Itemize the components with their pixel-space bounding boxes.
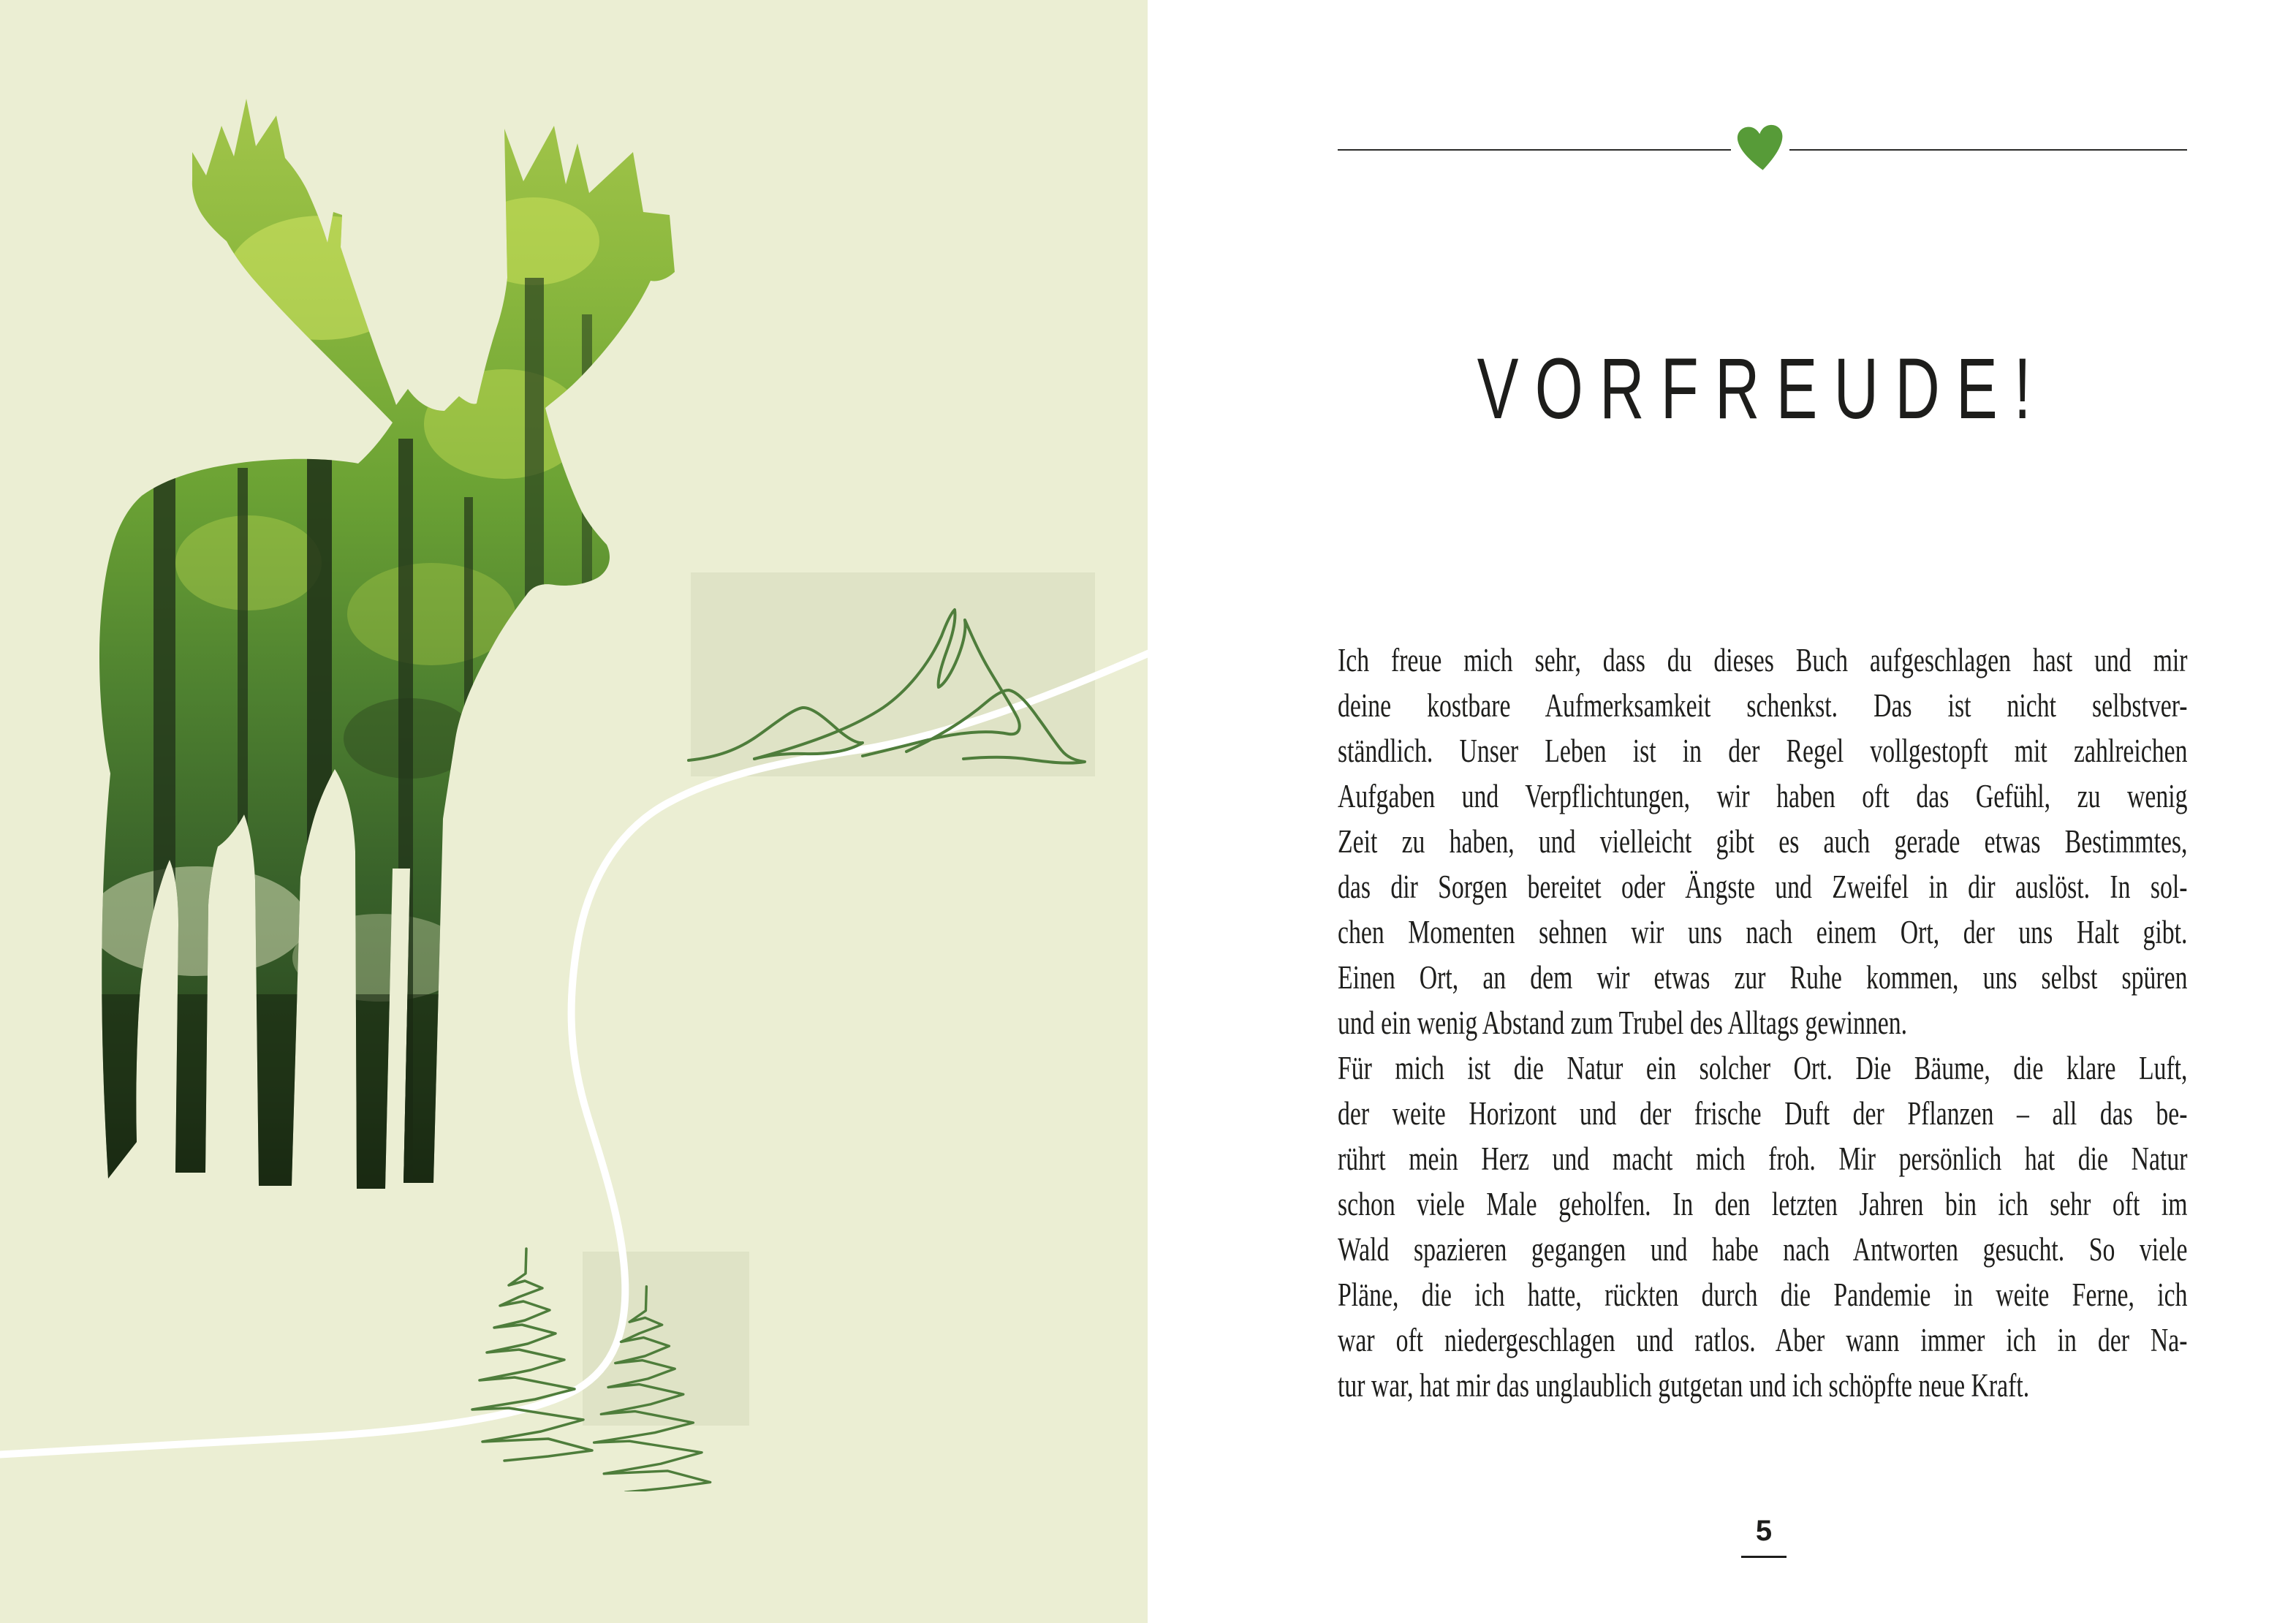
pine-trees-line-art-icon <box>439 1243 753 1491</box>
mountain-line-art-icon <box>687 578 1096 790</box>
deer-forest-silhouette-icon <box>66 58 709 1199</box>
body-line: das dir Sorgen bereitet oder Ängste und Zweifel in dir auslöst. In sol- <box>1338 869 2188 905</box>
body-line: rührt mein Herz und macht mich froh. Mir persönlich hat die Natur <box>1338 1140 2188 1177</box>
chapter-title: VORFREUDE! <box>1477 341 2048 437</box>
body-line: der weite Horizont und der frische Duft der Pflanzen – all das be- <box>1338 1095 2188 1132</box>
body-line: chen Momenten sehnen wir uns nach einem Ort, der uns Halt gibt. <box>1338 914 2188 950</box>
body-line: ständlich. Unser Leben ist in der Regel vollgestopft mit zahlreichen <box>1338 733 2188 769</box>
body-line: Aufgaben und Verpflichtungen, wir haben oft das Gefühl, zu wenig <box>1338 778 2188 814</box>
ornament-rule-right <box>1789 149 2187 151</box>
heart-icon <box>1735 122 1787 175</box>
body-line: Zeit zu haben, und vielleicht gibt es auch gerade etwas Bestimmtes, <box>1338 823 2188 860</box>
body-line: deine kostbare Aufmerksamkeit schenkst. Das ist nicht selbstver- <box>1338 687 2188 724</box>
body-line: Wald spazieren gegangen und habe nach Antworten gesucht. So viele <box>1338 1231 2188 1268</box>
body-text <box>1338 638 2188 1408</box>
ornament-rule-left <box>1338 149 1731 151</box>
page-number-rule <box>1741 1556 1787 1558</box>
body-line: Einen Ort, an dem wir etwas zur Ruhe kommen, uns selbst spüren <box>1338 959 2188 996</box>
body-line: Ich freue mich sehr, dass du dieses Buch aufgeschlagen hast und mir <box>1338 642 2188 678</box>
body-line: Pläne, die ich hatte, rückten durch die Pandemie in weite Ferne, ich <box>1338 1276 2188 1313</box>
body-line: schon viele Male geholfen. In den letzten Jahren bin ich sehr oft im <box>1338 1186 2188 1222</box>
page-number: 5 <box>1755 1515 1773 1547</box>
body-line: und ein wenig Abstand zum Trubel des Alltags gewinnen. <box>1338 1005 1908 1041</box>
body-line: war oft niedergeschlagen und ratlos. Aber wann immer ich in der Na- <box>1338 1322 2188 1358</box>
chapter-title-row <box>1338 338 2187 440</box>
body-line: Für mich ist die Natur ein solcher Ort. Die Bäume, die klare Luft, <box>1338 1050 2188 1086</box>
body-line: tur war, hat mir das unglaublich gutgetan und ich schöpfte neue Kraft. <box>1338 1367 2030 1404</box>
